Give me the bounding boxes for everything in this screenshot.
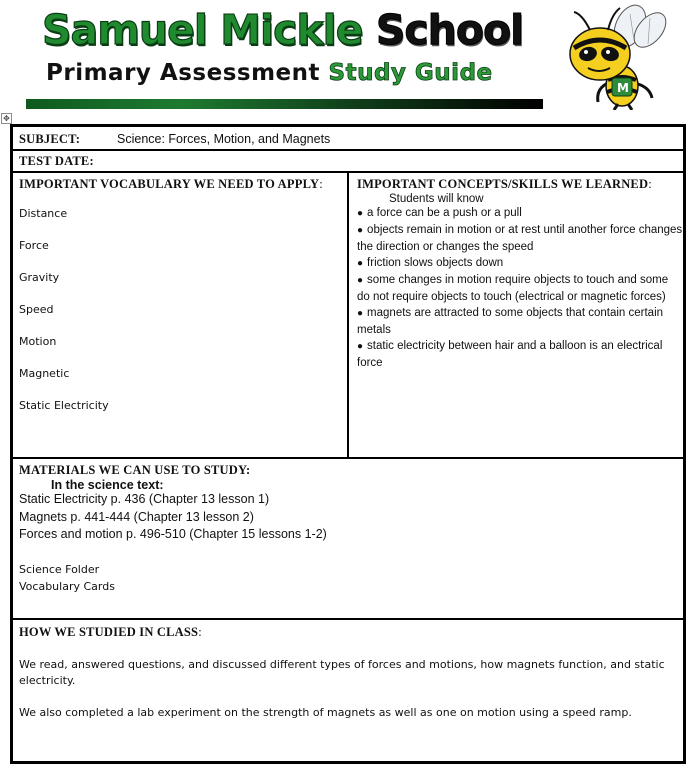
vocabulary-term: Force [19,239,49,252]
subject-value: Science: Forces, Motion, and Magnets [117,132,331,146]
materials-heading: MATERIALS WE CAN USE TO STUDY: [19,463,251,477]
concept-item: ● friction slows objects down [357,257,504,269]
move-handle-icon[interactable]: ✥ [1,113,12,124]
other-materials [19,562,115,595]
vocabulary-heading: IMPORTANT VOCABULARY WE NEED TO APPLY: [19,177,323,191]
bullet-icon: ● [357,275,364,286]
concepts-list [357,205,683,371]
concept-item: ● objects remain in motion or at rest until another force changes the direction or changes the speed [357,224,683,253]
school-title [42,4,523,56]
concepts-block [357,193,683,371]
textbook-reference: Magnets p. 441-444 (Chapter 13 lesson 2) [19,509,254,524]
vocabulary-list [19,207,109,431]
bullet-icon: ● [357,258,364,269]
header-divider-bar [26,99,543,109]
study-guide-table [10,124,686,764]
column-divider [347,171,349,459]
other-material: Vocabulary Cards [19,579,115,593]
subject-label: SUBJECT: [19,132,81,146]
test-date-label: TEST DATE: [19,154,94,168]
concept-item: ● some changes in motion require objects to touch and some do not require objects to touch (electrical or magnetic forces) [357,274,669,303]
other-material: Science Folder [19,563,100,576]
row-divider-materials [13,618,683,620]
school-title-part1: Samuel Mickle [42,6,363,54]
concept-item: ● static electricity between hair and a balloon is an electrical force [357,340,663,369]
hornet-mascot-icon [560,4,670,110]
concept-item: ● a force can be a push or a pull [357,207,522,219]
concepts-heading: IMPORTANT CONCEPTS/SKILLS WE LEARNED: [357,177,652,191]
vocabulary-term: Distance [19,207,68,220]
textbook-references [19,491,327,544]
bullet-icon: ● [357,225,364,236]
vocabulary-term: Magnetic [19,367,70,380]
school-title-part2: School [375,6,524,54]
vocabulary-term: Motion [19,335,57,348]
vocabulary-term: Speed [19,303,54,316]
concepts-intro: Students will know [389,193,484,205]
vocabulary-term: Gravity [19,271,60,284]
bullet-icon: ● [357,308,364,319]
concept-item: ● magnets are attracted to some objects that contain certain metals [357,307,664,336]
bullet-icon: ● [357,208,364,219]
materials-subheading: In the science text: [51,478,164,492]
textbook-reference: Static Electricity p. 436 (Chapter 13 lesson 1) [19,492,270,506]
how-studied-paragraph: We also completed a lab experiment on the strength of magnets as well as one on motion using a speed ramp. [19,706,632,719]
bullet-icon: ● [357,341,364,352]
vocabulary-term: Static Electricity [19,399,109,412]
how-studied-heading: HOW WE STUDIED IN CLASS: [19,625,202,639]
guide-subtitle-part2: Study Guide [328,60,493,86]
guide-subtitle-part1: Primary Assessment [46,60,321,86]
textbook-reference: Forces and motion p. 496-510 (Chapter 15 lessons 1-2) [19,527,327,541]
guide-subtitle [46,58,493,88]
how-studied-paragraph: We read, answered questions, and discussed different types of forces and motions, how magnets function, and static electricity. [19,658,665,687]
svg-text:M: M [617,81,629,95]
row-divider-subject [13,149,683,151]
